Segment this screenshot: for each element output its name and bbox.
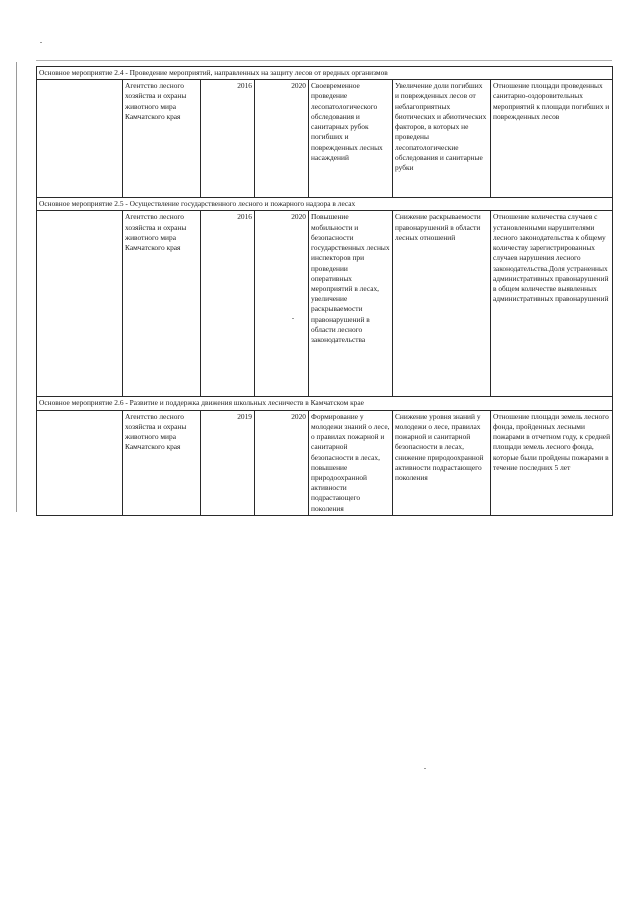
expected-result-cell: Своевременное проведение лесопатологического обследования и санитарных рубок погибших и поврежденных лесных насаждений [309, 80, 393, 198]
expected-result-cell: Формирование у молодежи знаний о лесе, о правилах пожарной и санитарной безопасности в лесах, повышение природоохранной активности подрастающего поколения [309, 410, 393, 515]
empty-cell [37, 211, 123, 397]
expected-result-cell: Повышение мобильности и безопасности государственных лесных инспекторов при проведении оперативных мероприятий в лесах, увеличение раскрываемости правонарушений в области лесного законодательства [309, 211, 393, 397]
scan-speck [424, 768, 426, 769]
table-row [37, 80, 613, 198]
empty-cell [37, 410, 123, 515]
table-row [37, 211, 613, 397]
measures-table [36, 66, 613, 516]
indicator-cell: Отношение площади проведенных санитарно-оздоровительных мероприятий к площади погибших и поврежденных лесов [491, 80, 613, 198]
section-heading-row [37, 198, 613, 211]
start-year-cell: 2016 [201, 211, 255, 397]
section-heading-row [37, 67, 613, 80]
page-top-line [36, 60, 612, 61]
consequence-cell: Снижение уровня знаний у молодежи о лесе, правилах пожарной и санитарной безопасности в лесах, снижение природоохранной активности подрастающего поколения [393, 410, 491, 515]
end-year-cell: 2020 [255, 211, 309, 397]
consequence-cell: Снижение раскрываемости правонарушений в области лесных отношений [393, 211, 491, 397]
table-row [37, 410, 613, 515]
section-heading: Основное мероприятие 2.5 - Осуществление государственного лесного и пожарного надзора в лесах [37, 198, 613, 211]
executor-cell: Агентство лесного хозяйства и охраны животного мира Камчатского края [123, 211, 201, 397]
end-year-cell: 2020 [255, 80, 309, 198]
executor-cell: Агентство лесного хозяйства и охраны животного мира Камчатского края [123, 80, 201, 198]
end-year-cell: 2020 [255, 410, 309, 515]
page-edge-line [16, 62, 17, 512]
empty-cell [37, 80, 123, 198]
start-year-cell: 2016 [201, 80, 255, 198]
consequence-cell: Увеличение доли погибших и поврежденных лесов от неблагоприятных биотических и абиотических факторов, в которых не проведены лесопатологические обследования и санитарные рубки [393, 80, 491, 198]
section-heading: Основное мероприятие 2.4 - Проведение мероприятий, направленных на защиту лесов от вредных организмов [37, 67, 613, 80]
executor-cell: Агентство лесного хозяйства и охраны животного мира Камчатского края [123, 410, 201, 515]
indicator-cell: Отношение количества случаев с установленными нарушителями лесного законодательства к общему количеству зарегистрированных случаев нарушения лесного законодательства.Доля устраненных административных правонарушений в общем количестве выявленных административных правонарушений [491, 211, 613, 397]
indicator-cell: Отношение площади земель лесного фонда, пройденных лесными пожарами в отчетном году, к средней площади земель лесного фонда, которые были пройдены пожарами в течение последних 5 лет [491, 410, 613, 515]
section-heading-row [37, 397, 613, 410]
start-year-cell: 2019 [201, 410, 255, 515]
section-heading: Основное мероприятие 2.6 - Развитие и поддержка движения школьных лесничеств в Камчатском крае [37, 397, 613, 410]
scan-speck [40, 42, 42, 43]
